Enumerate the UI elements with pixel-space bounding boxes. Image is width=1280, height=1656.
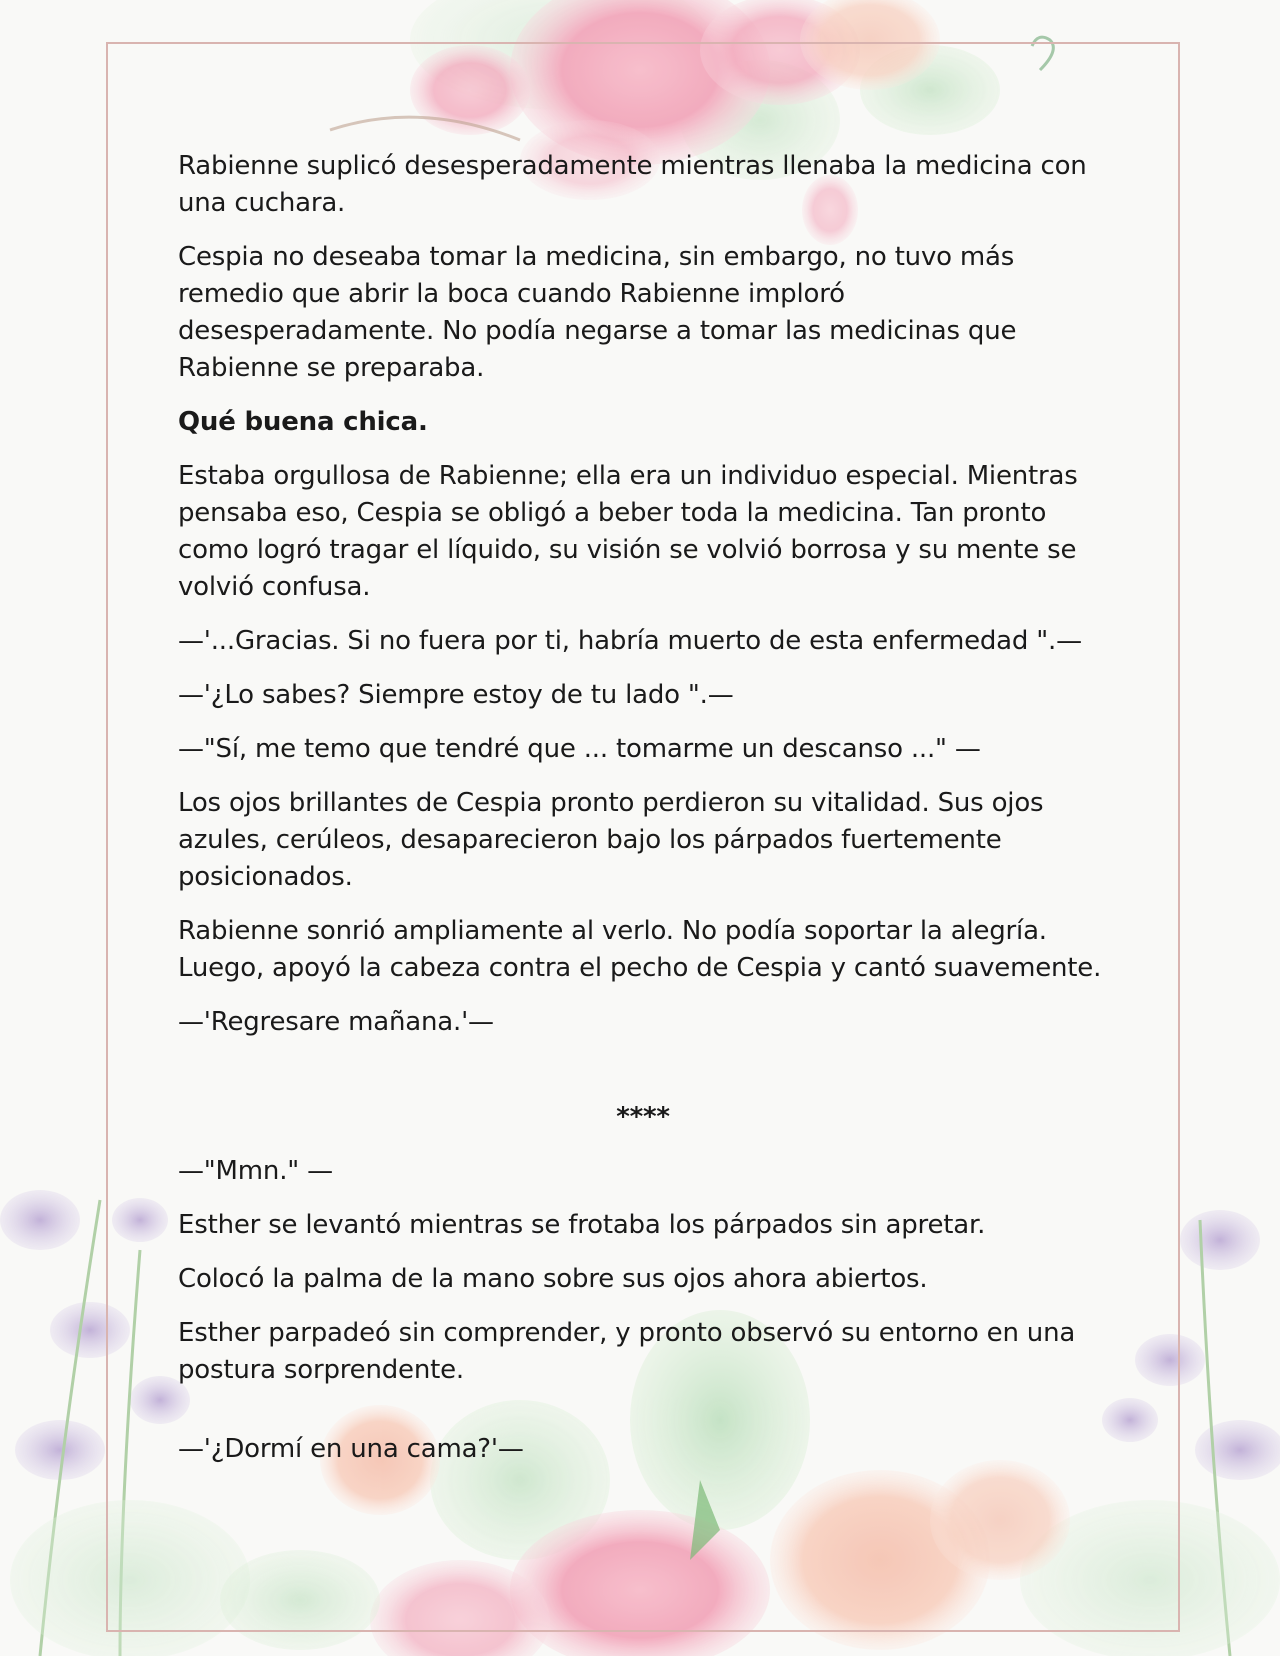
scene-separator: **** — [616, 1102, 670, 1132]
paragraph-14: Esther parpadeó sin comprender, y pronto observó su entorno en una postura sorprendente. — [178, 1318, 1076, 1385]
paragraph-10: —'Regresare mañana.'— — [178, 1007, 494, 1037]
paragraph-13: Colocó la palma de la mano sobre sus ojos ahora abiertos. — [178, 1264, 928, 1294]
paragraph-15: —'¿Dormí en una cama?'— — [178, 1434, 524, 1464]
paragraph-4: Estaba orgullosa de Rabienne; ella era un individuo especial. Mientras pensaba eso, Cespia se obligó a beber toda la medicina. Tan pronto como logró tragar el líquido, su visión se volvió borrosa y su mente se volvió confusa. — [178, 461, 1078, 602]
paragraph-5: —'...Gracias. Si no fuera por ti, habría muerto de esta enfermedad ".— — [178, 626, 1082, 656]
paragraph-7: —"Sí, me temo que tendré que ... tomarme un descanso ..." — — [178, 734, 981, 764]
paragraph-11: —"Mmn." — — [178, 1156, 333, 1186]
paragraph-2: Cespia no deseaba tomar la medicina, sin embargo, no tuvo más remedio que abrir la boca cuando Rabienne imploró desesperadamente. No podía negarse a tomar las medicinas que Rabienne se preparaba. — [178, 242, 1017, 383]
paragraph-12: Esther se levantó mientras se frotaba los párpados sin apretar. — [178, 1210, 986, 1240]
paragraph-9: Rabienne sonrió ampliamente al verlo. No podía soportar la alegría. Luego, apoyó la cabeza contra el pecho de Cespia y cantó suavemente. — [178, 916, 1102, 983]
paragraph-3: Qué buena chica. — [178, 407, 428, 437]
paragraph-1: Rabienne suplicó desesperadamente mientras llenaba la medicina con una cuchara. — [178, 151, 1087, 218]
paragraph-8: Los ojos brillantes de Cespia pronto perdieron su vitalidad. Sus ojos azules, cerúleos, desaparecieron bajo los párpados fuertemente posicionados. — [178, 788, 1044, 892]
chapter-text — [178, 148, 1108, 1485]
paragraph-6: —'¿Lo sabes? Siempre estoy de tu lado ".— — [178, 680, 734, 710]
